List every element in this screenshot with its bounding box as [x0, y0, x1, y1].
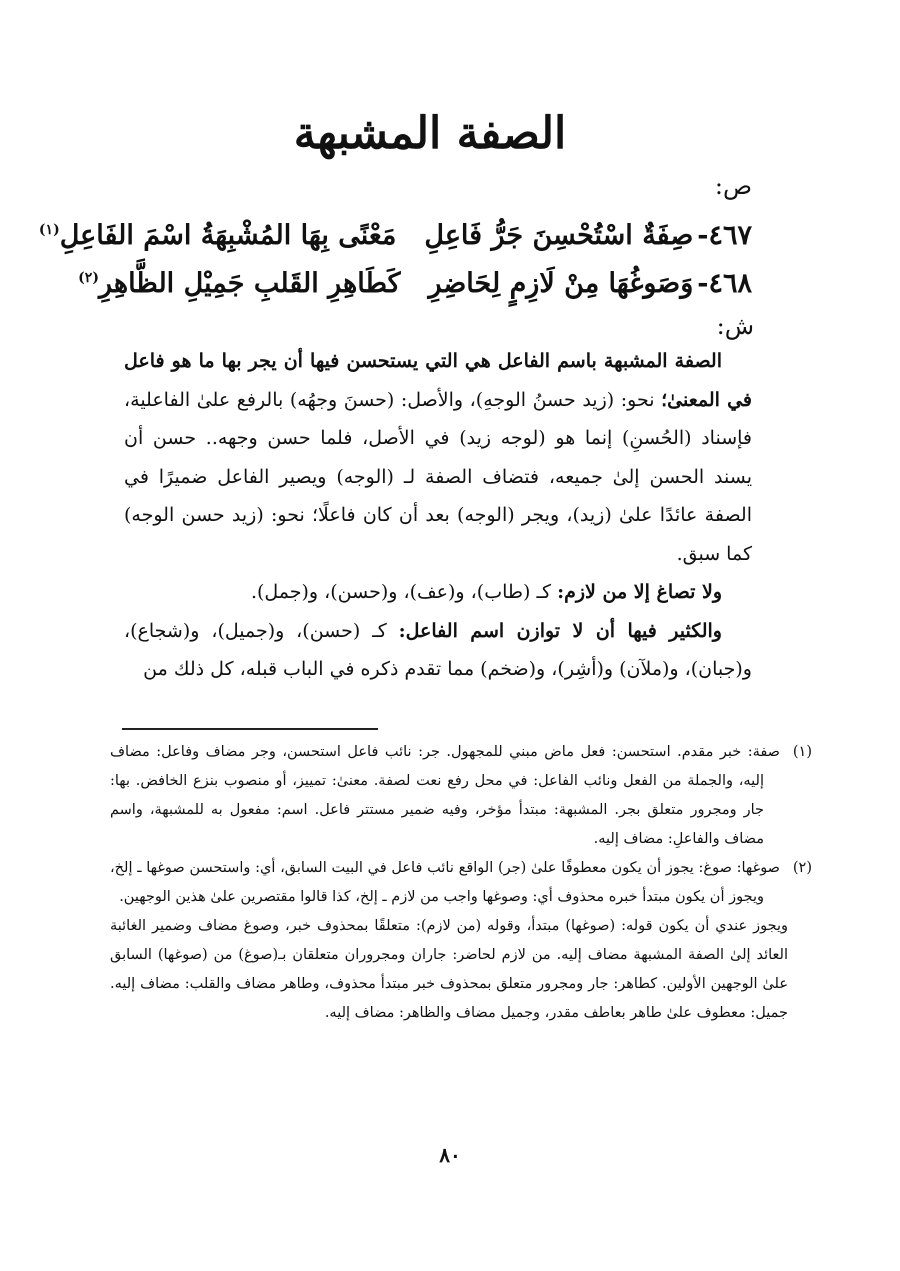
verse-hemistich-second: [78, 268, 400, 299]
paragraph-text: كـ (حسن)، و(جميل)، و(شجاع)، و(جبان)، و(ملآن) و(أشِر)، و(ضخم) مما تقدم ذكره في الباب قبله، كل ذلك من: [124, 619, 752, 680]
footnote-text: صفة: خبر مقدم. استحسن: فعل ماض مبني للمجهول. جر: نائب فاعل استحسن، وجر مضاف وفاعل: مضاف إليه، والجملة من الفعل ونائب الفاعل: في محل رفع نعت لصفة. معنىٰ: تمييز، أو منصوب بنزع الخافض. بها: جار ومجرور متعلق بجر. المشبهة: مبتدأ مؤخر، وفيه ضمير مستتر فاعل. اسم: مفعول به للمشبهة، واسم مضاف والفاعلِ: مضاف إليه.: [110, 744, 780, 847]
verse-section-label: ص:: [714, 172, 752, 200]
footnote-1: (١)صفة: خبر مقدم. استحسن: فعل ماض مبني للمجهول. جر: نائب فاعل استحسن، وجر مضاف وفاعل: مضاف إليه، والجملة من الفعل ونائب الفاعل: في محل رفع نعت لصفة. معنىٰ: تمييز، أو منصوب بنزع الخافض. بها: جار ومجرور متعلق بجر. المشبهة: مبتدأ مؤخر، وفيه ضمير مستتر فاعل. اسم: مفعول به للمشبهة، واسم مضاف والفاعلِ: مضاف إليه.: [110, 744, 812, 847]
commentary-body: [124, 342, 752, 689]
footnote-reference: (١): [38, 222, 60, 238]
paragraph-lead: الصفة المشبهة باسم الفاعل هي التي يستحسن فيها أن يجر بها ما هو فاعل في المعنىٰ؛: [124, 350, 752, 411]
verse-hemistich-first: وَصَوغُهَا مِنْ لَازِمٍ لِحَاضِرِ: [428, 268, 694, 299]
footnote-reference: (٢): [78, 270, 99, 286]
verse-number: ٤٦٧-: [697, 220, 752, 251]
verse-number: ٤٦٨-: [697, 268, 752, 299]
verse-hemistich-second: [39, 220, 396, 251]
paragraph-text: نحو: (زيد حسنُ الوجهِ)، والأصل: (حسنَ وجهُه) بالرفع علىٰ الفاعلية، فإسناد (الحُسنِ) إنما هو (لوجه زيد) في الأصل، فلما حسن وجهه.. حسن أن يسند الحسن إلىٰ جميعه، فتضاف الصفة لـ (الوجه) ويصير الفاعل ضميرًا في الصفة عائدًا علىٰ (زيد)، ويجر (الوجه) بعد أن كان فاعلًا؛ نحو: (زيد حسن الوجه) كما سبق.: [124, 388, 752, 565]
verse-hemistich-text: مَعْنًى بِهَا المُشْبِهَةُ اسْمَ الفَاعِلِ: [59, 220, 397, 251]
footnote-2-continuation: ويجوز عندي أن يكون قوله: (صوغها) مبتدأ، وقوله (من لازم): متعلقًا بمحذوف خبر، وصوغ مضاف وضمير الغائبة العائد إلىٰ الصفة المشبهة مضاف إليه. من لازم لحاضر: جاران ومجروران متعلقان بـ(صوغ) من (صوغها) السابق علىٰ الوجهين الأولين. كطاهر: جار ومجرور متعلق بمحذوف خبر مبتدأ محذوف، وطاهر مضاف والقلب: مضاف إليه. جميل: معطوف علىٰ طاهر بعاطف مقدر، وجميل مضاف والظاهر: مضاف إليه.: [110, 918, 788, 1021]
commentary-section-label: ش:: [716, 312, 754, 340]
paragraph-lead: ولا تصاغ إلا من لازم:: [557, 581, 722, 603]
body-paragraph: [124, 612, 752, 689]
body-paragraph: [124, 573, 752, 612]
footnote-text: صوغها: صوغ: يجوز أن يكون معطوفًا علىٰ (جر) الواقع نائب فاعل في البيت السابق، أي: واستحسن صوغها ـ إلخ، ويجوز أن يكون مبتدأ خبره محذوف أي: وصوغها واجب من لازم ـ إلخ، كذا قالوا مقتصرين علىٰ هذين الوجهين.: [110, 860, 780, 905]
footnote-separator: [122, 728, 378, 730]
paragraph-lead: والكثير فيها أن لا توازن اسم الفاعل:: [398, 619, 722, 642]
verse-line: [38, 220, 752, 251]
page-number: ٨٠: [439, 1143, 461, 1167]
footnote-2: (٢)صوغها: صوغ: يجوز أن يكون معطوفًا علىٰ (جر) الواقع نائب فاعل في البيت السابق، أي: واستحسن صوغها ـ إلخ، ويجوز أن يكون مبتدأ خبره محذوف أي: وصوغها واجب من لازم ـ إلخ، كذا قالوا مقتصرين علىٰ هذين الوجهين.: [110, 860, 812, 905]
verse-hemistich-text: كَطَاهِرِ القَلبِ جَمِيْلِ الظَّاهِرِ: [98, 268, 401, 299]
verse-line: [78, 268, 752, 299]
footnotes: [110, 738, 812, 1028]
chapter-title: الصفة المشبهة: [293, 108, 567, 159]
paragraph-text: كـ (طاب)، و(عف)، و(حسن)، و(جمل).: [250, 581, 558, 603]
verse-hemistich-first: صِفَةٌ اسْتُحْسِنَ جَرُّ فَاعِلِ: [424, 220, 694, 251]
body-paragraph: [124, 342, 752, 573]
